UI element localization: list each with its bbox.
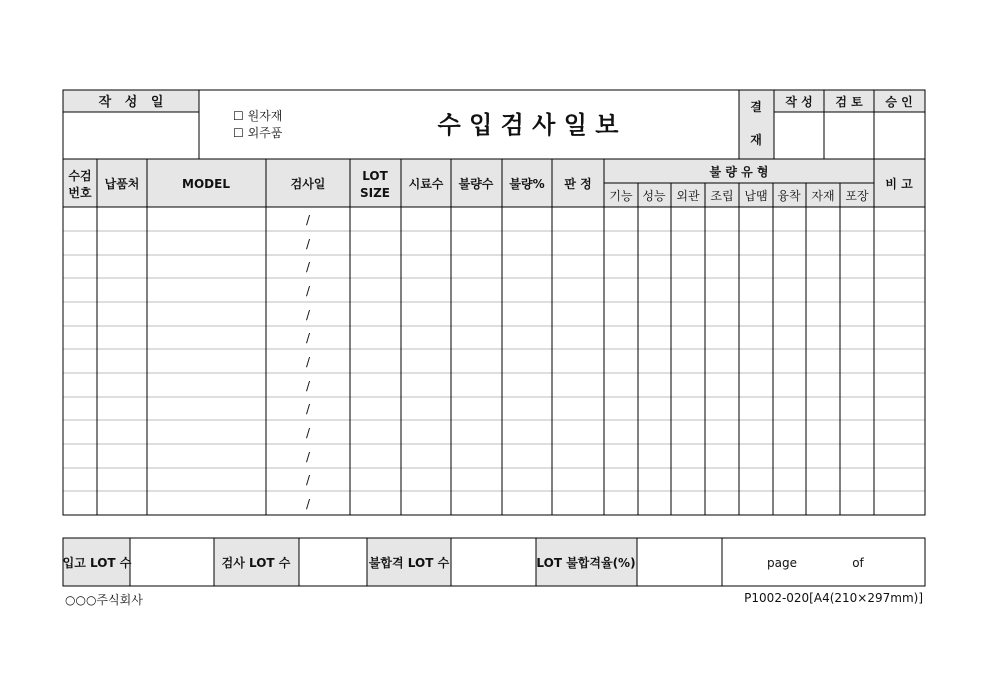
defect-type-appearance: 외관 bbox=[676, 189, 700, 203]
col-header-sample: 시료수 bbox=[408, 177, 444, 191]
defect-type-function: 기능 bbox=[609, 189, 633, 203]
summary-inspected-lot-label: 검사 LOT 수 bbox=[221, 556, 291, 570]
col-header-defect-pct: 불량% bbox=[509, 177, 545, 191]
row-date-slash[interactable]: / bbox=[305, 260, 311, 274]
approval-label-bottom: 재 bbox=[750, 133, 762, 147]
row-date-slash[interactable]: / bbox=[305, 331, 311, 345]
col-header-lot-1: LOT bbox=[362, 169, 388, 183]
defect-type-packaging: 포장 bbox=[845, 189, 869, 203]
row-date-slash[interactable]: / bbox=[305, 473, 311, 487]
col-header-lot-2: SIZE bbox=[359, 186, 391, 200]
defect-type-soldering: 납땜 bbox=[744, 189, 768, 203]
approval-label-top: 결 bbox=[750, 100, 762, 114]
col-header-model: MODEL bbox=[182, 177, 230, 191]
row-date-slash[interactable]: / bbox=[305, 355, 311, 369]
summary-incoming-lot-label: 입고 LOT 수 bbox=[62, 556, 132, 570]
company-name: ○○○주식회사 bbox=[65, 593, 143, 607]
col-header-defect-count: 불량수 bbox=[458, 177, 494, 191]
row-date-slash[interactable]: / bbox=[305, 213, 311, 227]
row-date-slash[interactable]: / bbox=[305, 284, 311, 298]
col-header-remarks: 비 고 bbox=[885, 177, 913, 191]
summary-rejected-lot-label: 불합격 LOT 수 bbox=[368, 556, 450, 570]
col-header-supplier: 납품처 bbox=[104, 177, 140, 191]
row-date-slash[interactable]: / bbox=[305, 237, 311, 251]
summary-bar bbox=[63, 538, 925, 586]
approval-col-approve: 승 인 bbox=[885, 95, 913, 109]
row-date-slash[interactable]: / bbox=[305, 497, 311, 511]
table-border bbox=[63, 159, 925, 515]
inspection-table bbox=[63, 159, 925, 515]
row-date-slash[interactable]: / bbox=[305, 426, 311, 440]
header-block bbox=[63, 90, 925, 159]
author-date-label: 작 성 일 bbox=[98, 95, 164, 110]
table-rows bbox=[306, 213, 311, 511]
page-label: page bbox=[767, 556, 797, 570]
of-label: of bbox=[852, 556, 864, 570]
col-header-date: 검사일 bbox=[290, 177, 326, 191]
defect-type-material: 자재 bbox=[811, 189, 835, 203]
checkbox-outsourced[interactable]: ☐ 외주품 bbox=[233, 126, 283, 140]
summary-reject-rate-label: LOT 불합격율(%) bbox=[536, 556, 636, 570]
col-header-judgment: 판 정 bbox=[564, 177, 592, 191]
row-date-slash[interactable]: / bbox=[305, 379, 311, 393]
checkbox-raw-material[interactable]: ☐ 원자재 bbox=[233, 109, 283, 123]
col-header-defect-types: 불 량 유 형 bbox=[709, 165, 769, 179]
defect-type-welding: 융착 bbox=[777, 189, 801, 203]
row-date-slash[interactable]: / bbox=[305, 450, 311, 464]
defect-type-performance: 성능 bbox=[642, 189, 666, 203]
col-header-no-2: 번호 bbox=[68, 186, 92, 200]
form-code: P1002-020[A4(210×297mm)] bbox=[744, 591, 923, 605]
row-date-slash[interactable]: / bbox=[305, 308, 311, 322]
row-date-slash[interactable]: / bbox=[305, 402, 311, 416]
col-header-no-1: 수검 bbox=[68, 169, 92, 183]
approval-col-author: 작 성 bbox=[785, 95, 813, 109]
approval-col-review: 검 토 bbox=[835, 95, 863, 109]
page-title: 수 입 검 사 일 보 bbox=[437, 111, 619, 139]
defect-type-assembly: 조립 bbox=[710, 189, 734, 203]
